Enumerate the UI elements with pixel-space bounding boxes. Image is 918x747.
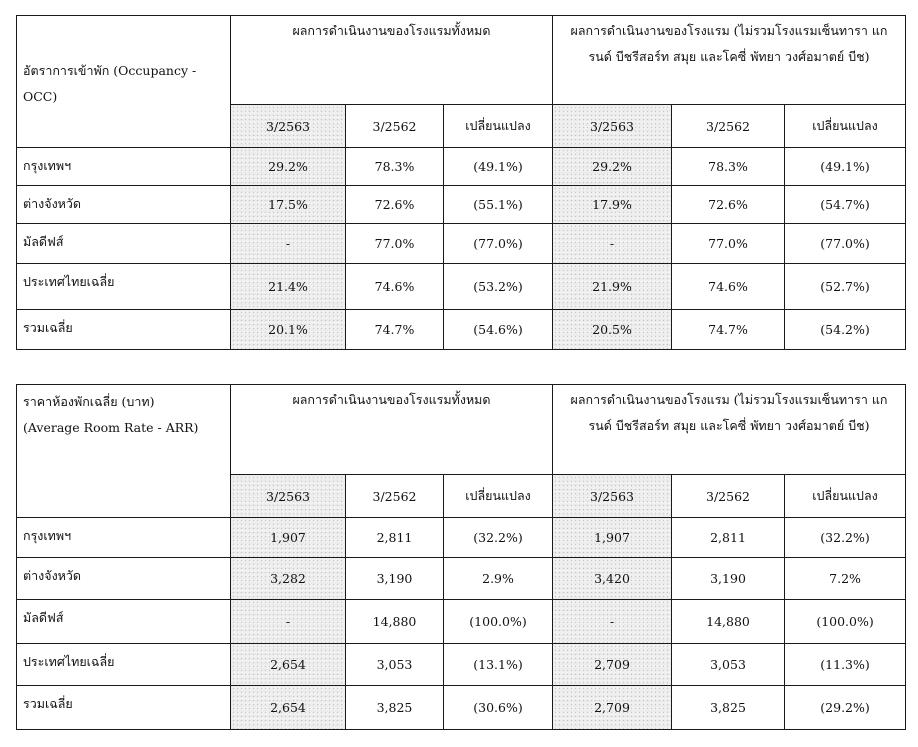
table-cell: (11.3%) — [785, 644, 906, 686]
table-cell: 20.5% — [553, 310, 672, 350]
table-cell: 74.6% — [672, 264, 785, 310]
table-row — [17, 264, 906, 310]
table-cell: 72.6% — [346, 186, 444, 224]
col-header: เปลี่ยนแปลง — [444, 475, 553, 518]
table-row — [17, 644, 906, 686]
table-cell: (32.2%) — [785, 518, 906, 558]
table-cell: (77.0%) — [785, 224, 906, 264]
table-cell: (54.2%) — [785, 310, 906, 350]
row-label: รวมเฉลี่ย — [17, 686, 231, 730]
table-cell: - — [553, 600, 672, 644]
table-row — [17, 686, 906, 730]
table-cell: (52.7%) — [785, 264, 906, 310]
table-cell: - — [553, 224, 672, 264]
arr-group-excluding-hotels: ผลการดำเนินงานของโรงแรม (ไม่รวมโรงแรมเซ็นทารา แกรนด์ บีชรีสอร์ท สมุย และโคซี่ พัทยา วงศ์อมาตย์ บีช) — [553, 385, 906, 475]
table-cell: 2,811 — [672, 518, 785, 558]
table-cell: 1,907 — [553, 518, 672, 558]
table-cell: (55.1%) — [444, 186, 553, 224]
table-cell: (54.7%) — [785, 186, 906, 224]
table-cell: 7.2% — [785, 558, 906, 600]
row-label: มัลดีฟส์ — [17, 600, 231, 644]
col-header: เปลี่ยนแปลง — [785, 105, 906, 148]
table-cell: (100.0%) — [785, 600, 906, 644]
table-cell: 29.2% — [553, 148, 672, 186]
table-cell: 3,282 — [231, 558, 346, 600]
col-header: 3/2563 — [231, 475, 346, 518]
table-cell: 14,880 — [672, 600, 785, 644]
col-header: 3/2562 — [346, 475, 444, 518]
table-cell: 3,053 — [672, 644, 785, 686]
table-cell: (49.1%) — [444, 148, 553, 186]
table-cell: 2.9% — [444, 558, 553, 600]
table-cell: 14,880 — [346, 600, 444, 644]
row-label: ประเทศไทยเฉลี่ย — [17, 264, 231, 310]
arr-caption — [17, 385, 231, 518]
table-row — [17, 558, 906, 600]
table-cell: 21.9% — [553, 264, 672, 310]
table-cell: 74.7% — [346, 310, 444, 350]
col-header: 3/2563 — [553, 475, 672, 518]
row-label: ประเทศไทยเฉลี่ย — [17, 644, 231, 686]
table-cell: 74.7% — [672, 310, 785, 350]
table-cell: 17.9% — [553, 186, 672, 224]
row-label: กรุงเทพฯ — [17, 518, 231, 558]
row-label: ต่างจังหวัด — [17, 186, 231, 224]
table-cell: (100.0%) — [444, 600, 553, 644]
table-cell: 3,420 — [553, 558, 672, 600]
occupancy-group-all-hotels: ผลการดำเนินงานของโรงแรมทั้งหมด — [231, 16, 553, 105]
table-cell: 3,190 — [346, 558, 444, 600]
table-row — [17, 518, 906, 558]
col-header: เปลี่ยนแปลง — [444, 105, 553, 148]
table-row — [17, 224, 906, 264]
col-header: 3/2562 — [672, 475, 785, 518]
table-cell: (32.2%) — [444, 518, 553, 558]
table-cell: (49.1%) — [785, 148, 906, 186]
table-cell: 2,811 — [346, 518, 444, 558]
col-header: 3/2563 — [553, 105, 672, 148]
table-cell: 78.3% — [672, 148, 785, 186]
table-row — [17, 310, 906, 350]
row-label: มัลดีฟส์ — [17, 224, 231, 264]
occupancy-caption-text: อัตราการเข้าพัก (Occupancy - OCC) — [23, 62, 197, 104]
average-room-rate-table — [16, 384, 906, 730]
col-header: 3/2562 — [672, 105, 785, 148]
table-cell: - — [231, 224, 346, 264]
table-cell: 3,825 — [672, 686, 785, 730]
table-cell: (29.2%) — [785, 686, 906, 730]
table-cell: 77.0% — [346, 224, 444, 264]
row-label: รวมเฉลี่ย — [17, 310, 231, 350]
table-cell: 17.5% — [231, 186, 346, 224]
occupancy-group-excluding-hotels: ผลการดำเนินงานของโรงแรม (ไม่รวมโรงแรมเซ็นทารา แกรนด์ บีชรีสอร์ท สมุย และโคซี่ พัทยา วงศ์อมาตย์ บีช) — [553, 16, 906, 105]
table-cell: 78.3% — [346, 148, 444, 186]
table-cell: (30.6%) — [444, 686, 553, 730]
table-cell: (53.2%) — [444, 264, 553, 310]
arr-caption-line2: (Average Room Rate - ARR) — [23, 420, 199, 435]
table-cell: 3,053 — [346, 644, 444, 686]
table-cell: 77.0% — [672, 224, 785, 264]
table-cell: 3,825 — [346, 686, 444, 730]
table-row — [17, 186, 906, 224]
arr-group-all-hotels: ผลการดำเนินงานของโรงแรมทั้งหมด — [231, 385, 553, 475]
col-header: 3/2562 — [346, 105, 444, 148]
table-cell: 21.4% — [231, 264, 346, 310]
table-cell: (54.6%) — [444, 310, 553, 350]
table-cell: - — [231, 600, 346, 644]
table-cell: 2,709 — [553, 686, 672, 730]
table-cell: 1,907 — [231, 518, 346, 558]
col-header: 3/2563 — [231, 105, 346, 148]
table-cell: (77.0%) — [444, 224, 553, 264]
occupancy-caption — [17, 16, 231, 148]
col-header: เปลี่ยนแปลง — [785, 475, 906, 518]
table-cell: 2,654 — [231, 686, 346, 730]
table-cell: 2,709 — [553, 644, 672, 686]
table-cell: 29.2% — [231, 148, 346, 186]
table-cell: 2,654 — [231, 644, 346, 686]
table-cell: 74.6% — [346, 264, 444, 310]
table-row — [17, 148, 906, 186]
table-cell: (13.1%) — [444, 644, 553, 686]
table-row — [17, 600, 906, 644]
table-cell: 20.1% — [231, 310, 346, 350]
table-cell: 72.6% — [672, 186, 785, 224]
row-label: ต่างจังหวัด — [17, 558, 231, 600]
row-label: กรุงเทพฯ — [17, 148, 231, 186]
table-cell: 3,190 — [672, 558, 785, 600]
arr-caption-line1: ราคาห้องพักเฉลี่ย (บาท) — [23, 394, 155, 409]
occupancy-table — [16, 15, 906, 350]
